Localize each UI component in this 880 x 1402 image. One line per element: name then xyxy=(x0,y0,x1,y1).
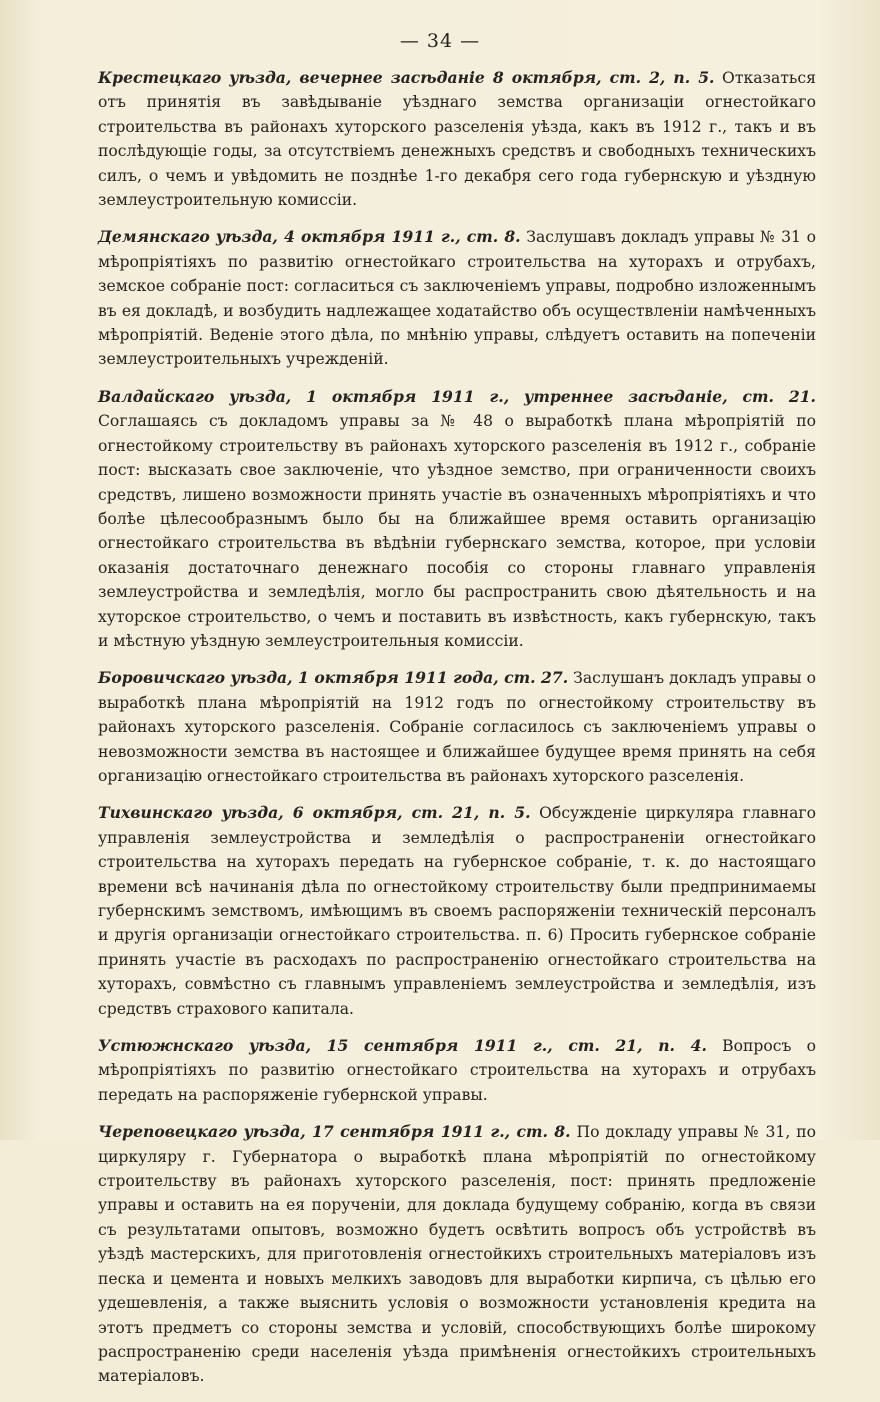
entry-text: Соглашаясь съ докладомъ управы за № 48 о выработкѣ плана мѣропріятій по огнестойкому строительству въ районахъ хуторского разселенія въ 1912 г., собраніе пост: высказать свое заключеніе, что уѣздное земство, при ограниченности своихъ средствъ, лишено возможности принять участіе въ означенныхъ мѣропріятіяхъ и что болѣе цѣлесообразнымъ было бы на ближайшее время оставить организацію огнестойкаго строительства въ вѣдѣніи губернскаго земства, которое, при условіи оказанія достаточнаго денежнаго пособія со стороны главнаго управленія землеустройства и земледѣлія, могло бы распространить свою дѣятельность и на хуторское строительство, о чемъ и поставить въ извѣстность, какъ губернскую, такъ и мѣстную уѣздную землеустроительныя комиссіи. xyxy=(98,412,816,650)
entry-text: Обсужденіе циркуляра главнаго управленія землеустройства и земледѣлія о распространеніи огнестойкаго строительства на хуторахъ передать на губернское собраніе, т. к. до настоящаго времени всѣ начинанія дѣла по огнестойкому строительству были предпринимаемы губернскимъ земствомъ, имѣющимъ въ своемъ распоряженіи техническій персоналъ и другія организаціи огнестойкаго строительства. п. 6) Просить губернское собраніе принять участіе въ расходахъ по распространенію огнестойкаго строительства на хуторахъ, совмѣстно съ главнымъ управленіемъ землеустройства и земледѣлія, изъ средствъ страхового капитала. xyxy=(98,804,816,1018)
entry-heading: Устюжнскаго уѣзда, 15 сентября 1911 г., ст. 21, п. 4. xyxy=(98,1036,707,1056)
page-number: — 34 — xyxy=(399,30,481,52)
entry-text: Вопросъ о мѣропріятіяхъ по развитію огнестойкаго строительства на хуторахъ и отрубахъ передать на распоряженіе губернской управы. xyxy=(98,1037,816,1104)
entry-paragraph xyxy=(98,1034,816,1107)
entry-text: Заслушанъ докладъ управы о выработкѣ плана мѣропріятій на 1912 годъ по огнестойкому строительству въ районахъ хуторского разселенія. Собраніе согласилось съ заключеніемъ управы о невозможности земства въ настоящее и ближайшее будущее время принять на себя организацію огнестойкаго строительства въ районахъ хуторского разселенія. xyxy=(98,669,816,785)
entry-paragraph xyxy=(98,666,816,788)
entry-paragraph xyxy=(98,385,816,653)
entry-krestetsky xyxy=(98,66,816,212)
entry-borovichsky xyxy=(98,666,816,788)
entry-heading: Валдайскаго уѣзда, 1 октября 1911 г., утреннее засѣданіе, ст. 21. xyxy=(98,386,816,406)
entry-paragraph xyxy=(98,1120,816,1388)
entry-valdaysky xyxy=(98,385,816,653)
entry-heading: Демянскаго уѣзда, 4 октября 1911 г., ст. 8. xyxy=(98,227,521,247)
entry-paragraph xyxy=(98,225,816,371)
entry-text: Отказаться отъ принятія въ завѣдываніе уѣзднаго земства организаціи огнестойкаго строительства въ районахъ хуторского разселенія уѣзда, какъ въ 1912 г., такъ и въ послѣдующіе годы, за отсутствіемъ денежныхъ средствъ и свободныхъ техническихъ силъ, о чемъ и увѣдомить не позднѣе 1-го декабря сего года губернскую и уѣздную землеустроительную комиссіи. xyxy=(98,69,816,210)
entry-heading: Боровичскаго уѣзда, 1 октября 1911 года, ст. 27. xyxy=(98,668,569,688)
entry-paragraph xyxy=(98,66,816,212)
document-body xyxy=(98,66,816,1402)
entry-demyansky xyxy=(98,225,816,371)
entry-heading: Череповецкаго уѣзда, 17 сентября 1911 г., ст. 8. xyxy=(98,1122,571,1142)
entry-ustyuzhnsky xyxy=(98,1034,816,1107)
entry-tikhvinsky xyxy=(98,801,816,1021)
entry-heading: Крестецкаго уѣзда, вечернее засѣданіе 8 октября, ст. 2, п. 5. xyxy=(98,68,715,87)
entry-cherepovetsky xyxy=(98,1120,816,1388)
entry-paragraph xyxy=(98,801,816,1021)
entry-text: По докладу управы № 31, по циркуляру г. Губернатора о выработкѣ плана мѣропріятій по огнестойкому строительству въ районахъ хуторского разселенія, пост: принять предложеніе управы и оставить на ея порученіи, для доклада будущему собранію, когда въ связи съ результатами опытовъ, возможно будетъ освѣтить вопросъ объ устройствѣ въ уѣздѣ мастерскихъ, для приготовленія огнестойкихъ строительныхъ матеріаловъ изъ песка и цемента и новыхъ мелкихъ заводовъ для выработки кирпича, съ цѣлью его удешевленія, а также выяснить условія о возможности установленія кредита на этотъ предметъ со стороны земства и условій, способствующихъ болѣе широкому распространенію среди населенія уѣзда примѣненія огнестойкихъ строительныхъ матеріаловъ. xyxy=(98,1123,816,1386)
entry-text: Заслушавъ докладъ управы № 31 о мѣропріятіяхъ по развитію огнестойкаго строительства на хуторахъ и отрубахъ, земское собраніе пост: согласиться съ заключеніемъ управы, подробно изложеннымъ въ ея докладѣ, и возбудить надлежащее ходатайство объ осуществленіи намѣченныхъ мѣропріятій. Веденіе этого дѣла, по мнѣнію управы, слѣдуетъ оставить на попеченіи землеустроительныхъ учрежденій. xyxy=(98,228,817,369)
entry-heading: Тихвинскаго уѣзда, 6 октября, ст. 21, п. 5. xyxy=(98,803,531,823)
